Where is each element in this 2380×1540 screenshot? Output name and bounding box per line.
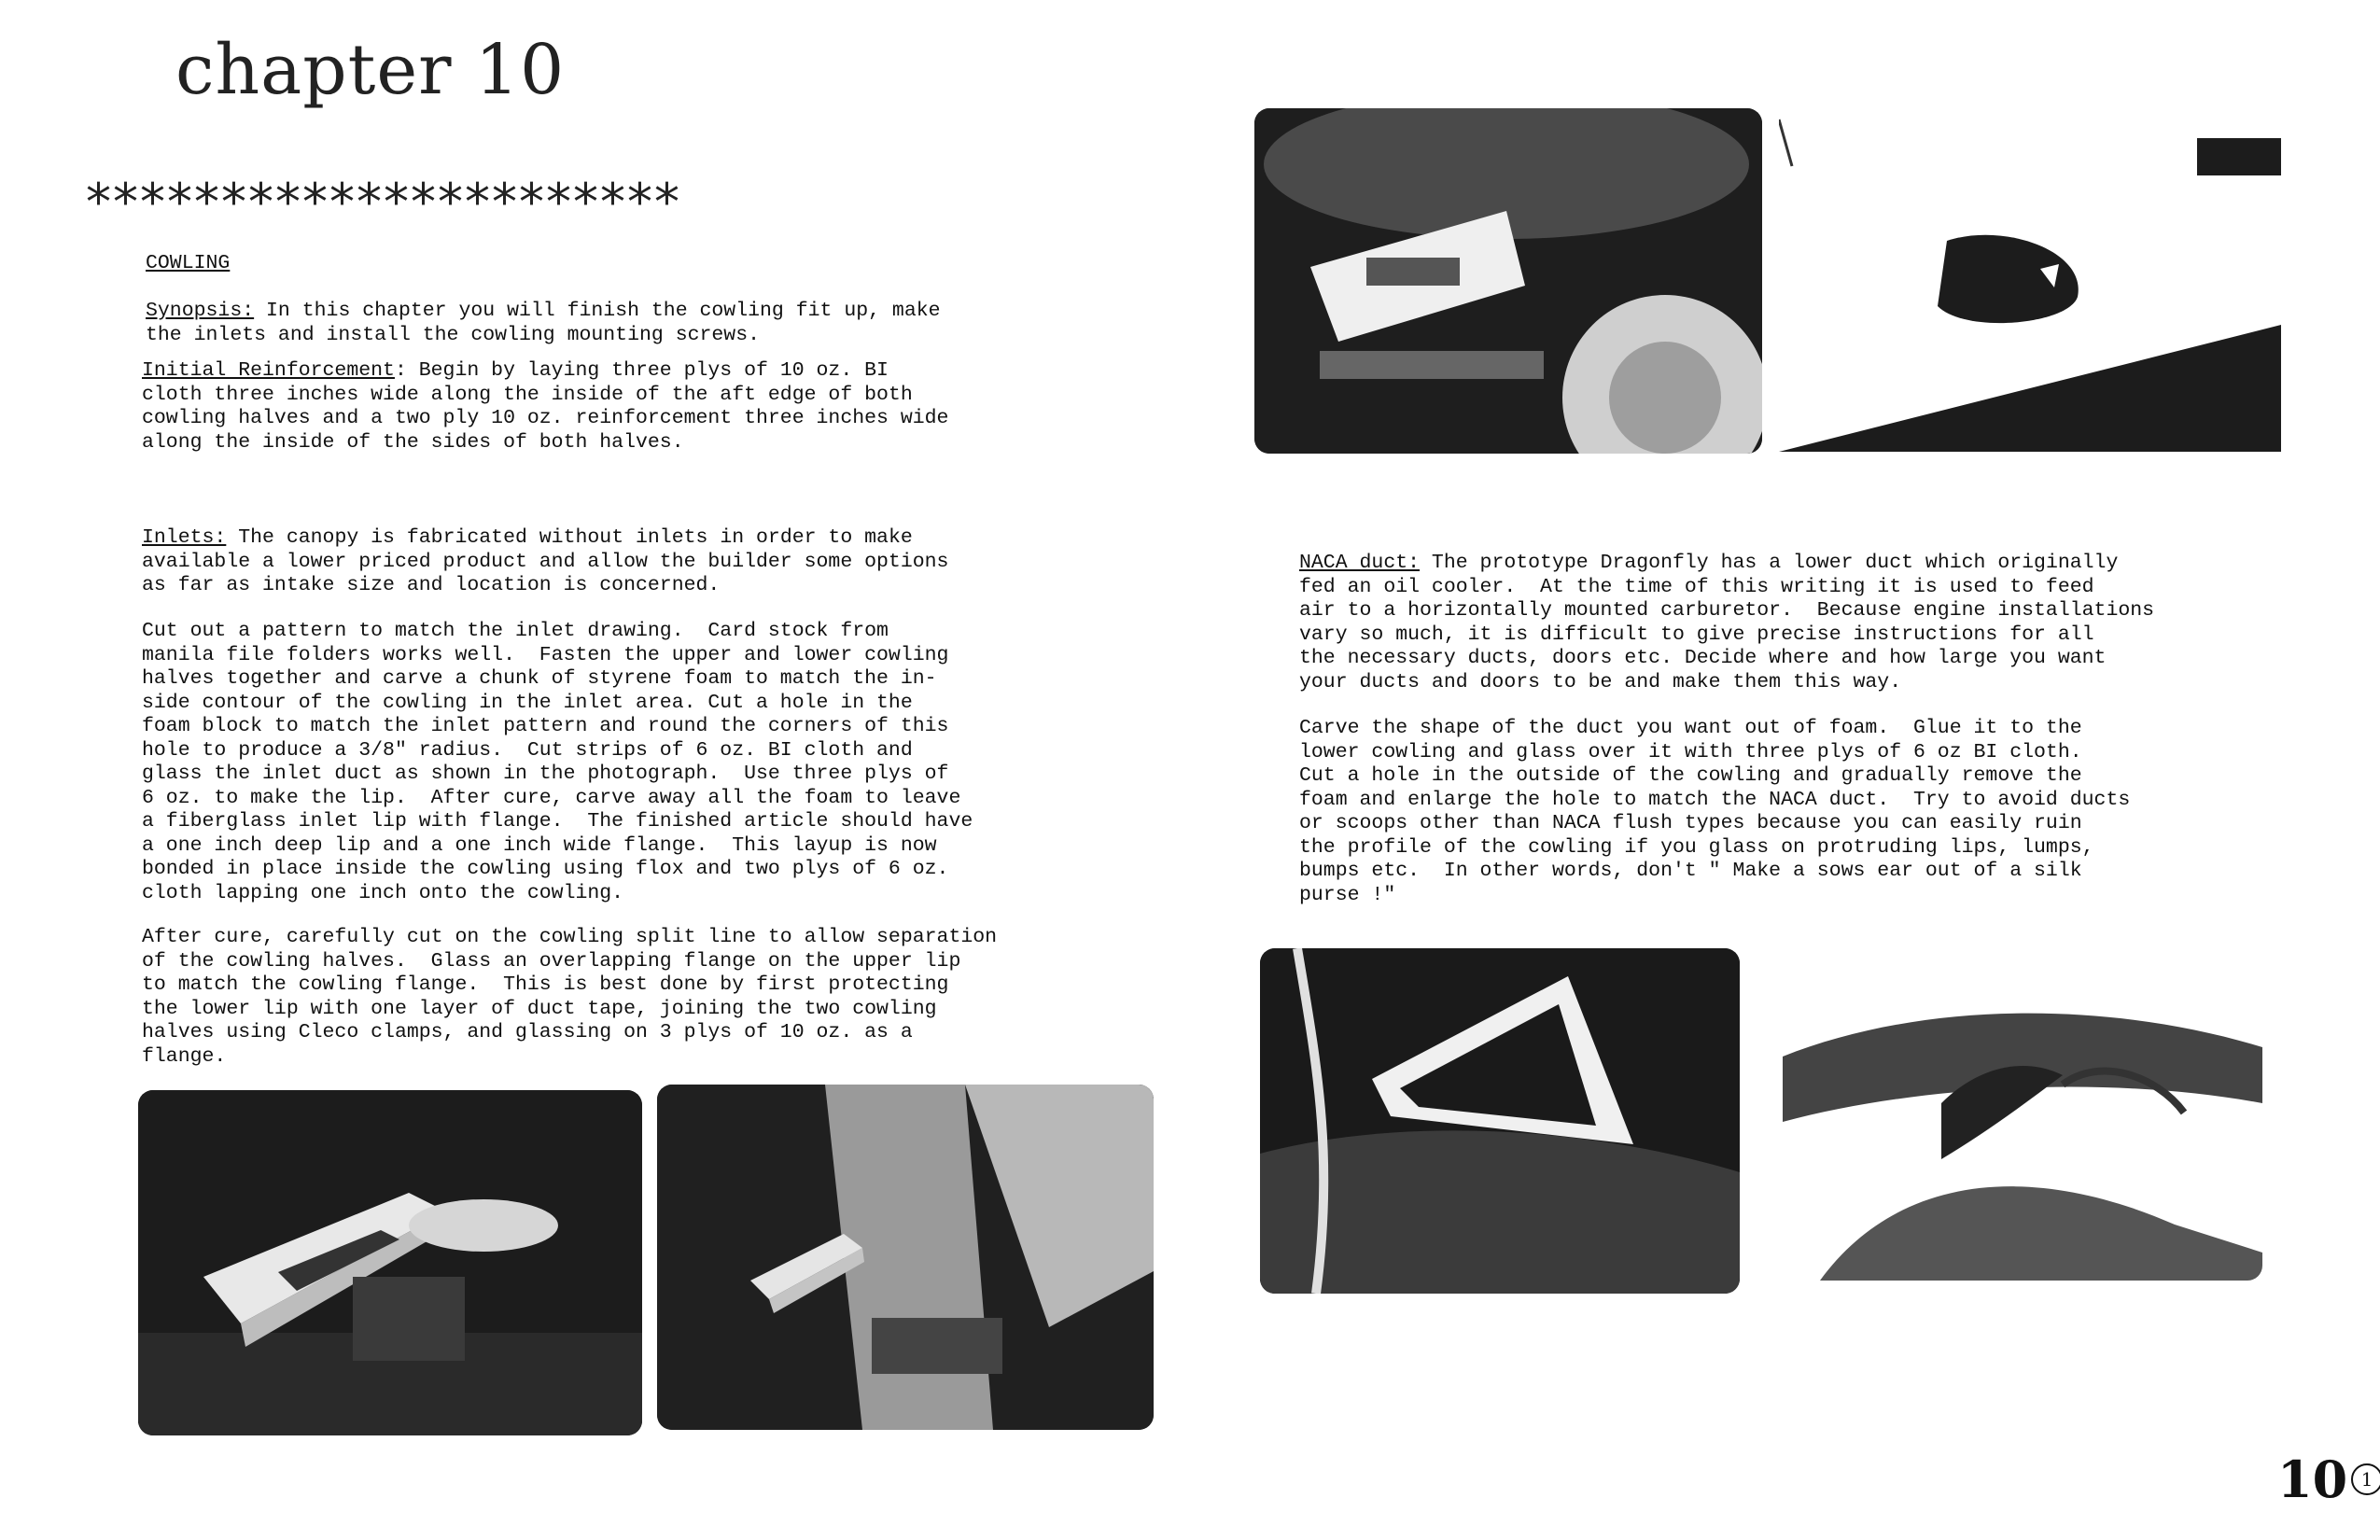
synopsis-paragraph	[146, 300, 941, 347]
synopsis-text: In this chapter you will finish the cowling fit up, make the inlets and install the cowling mounting screws.	[146, 300, 941, 346]
naca-text: The prototype Dragonfly has a lower duct which originally fed an oil cooler. At the time of this writing it is used to feed air to a horizontally mounted carburetor. Because engine installations vary so much, it is difficult to give precise instructions for all the necessary ducts, doors etc. Decide where and how large you want your ducts and doors to be and make them this way.	[1299, 552, 2155, 693]
page-number-sub: 1	[2351, 1463, 2380, 1495]
photo-naca-glassed	[1783, 945, 2262, 1281]
naca-procedure-paragraph: Carve the shape of the duct you want out of foam. Glue it to the lower cowling and glass over it with three plys of 6 oz BI cloth. Cut a hole in the outside of the cowling and gradually remove the foam and enlarge the hole to match the NACA duct. Try to avoid ducts or scoops other than NACA flush types because you can easily ruin the profile of the cowling if you glass on protruding lips, lumps, bumps etc. In other words, don't " Make a sows ear out of a silk purse !"	[1299, 717, 2131, 906]
after-cure-paragraph: After cure, carefully cut on the cowling split line to allow separation of the cowling halves. Glass an overlapping flange on the upper lip to match the cowling flange. This is best done by first protecting the lower lip with one layer of duct tape, joining the two cowling halves using Cleco clamps, and glassing on 3 plys of 10 oz. as a flange.	[142, 926, 998, 1068]
reinforcement-text: : Begin by laying three plys of 10 oz. BI cloth three inches wide along the inside of the aft edge of both cowling halves and a two ply 10 oz. reinforcement three inches wide along the inside of the sides of both halves.	[142, 359, 949, 454]
photo-inlet-foam-block	[138, 1090, 642, 1435]
star-divider: **********************	[86, 173, 681, 231]
inlet-procedure-paragraph: Cut out a pattern to match the inlet drawing. Card stock from manila file folders works well. Fasten the upper and lower cowling halves together and carve a chunk of styrene foam to match the in- side contour of the cowling in the inlet area. Cut a hole in the foam block to match the inlet pattern and round the corners of this hole to produce a 3/8" radius. Cut strips of 6 oz. BI cloth and glass the inlet duct as shown in the photograph. Use three plys of 6 oz. to make the lip. After cure, carve away all the foam to leave a fiberglass inlet lip with flange. The finished article should have a one inch deep lip and a one inch wide flange. This layup is now bonded in place inside the cowling using flox and two plys of 6 oz. cloth lapping one inch onto the cowling.	[142, 620, 973, 904]
naca-label: NACA duct:	[1299, 552, 1421, 574]
inlets-paragraph	[142, 526, 948, 598]
photo-naca-foam	[1260, 948, 1740, 1294]
inlets-text: The canopy is fabricated without inlets in order to make available a lower priced product and allow the builder some options as far as intake size and location is concerned.	[142, 526, 949, 596]
synopsis-label: Synopsis:	[146, 300, 255, 322]
photo-inlet-glassing	[657, 1085, 1154, 1430]
page-number-main: 10	[2277, 1449, 2348, 1509]
inlets-label: Inlets:	[142, 526, 227, 549]
page-number	[2277, 1449, 2380, 1509]
photo-cowling-detail	[1779, 110, 2281, 452]
chapter-title: chapter 10	[175, 30, 566, 110]
section-title: COWLING	[146, 252, 231, 274]
reinforcement-paragraph	[142, 359, 948, 455]
reinforcement-label: Initial Reinforcement	[142, 359, 395, 382]
photo-inlet-fitting	[1254, 108, 1762, 454]
naca-paragraph	[1299, 552, 2154, 694]
